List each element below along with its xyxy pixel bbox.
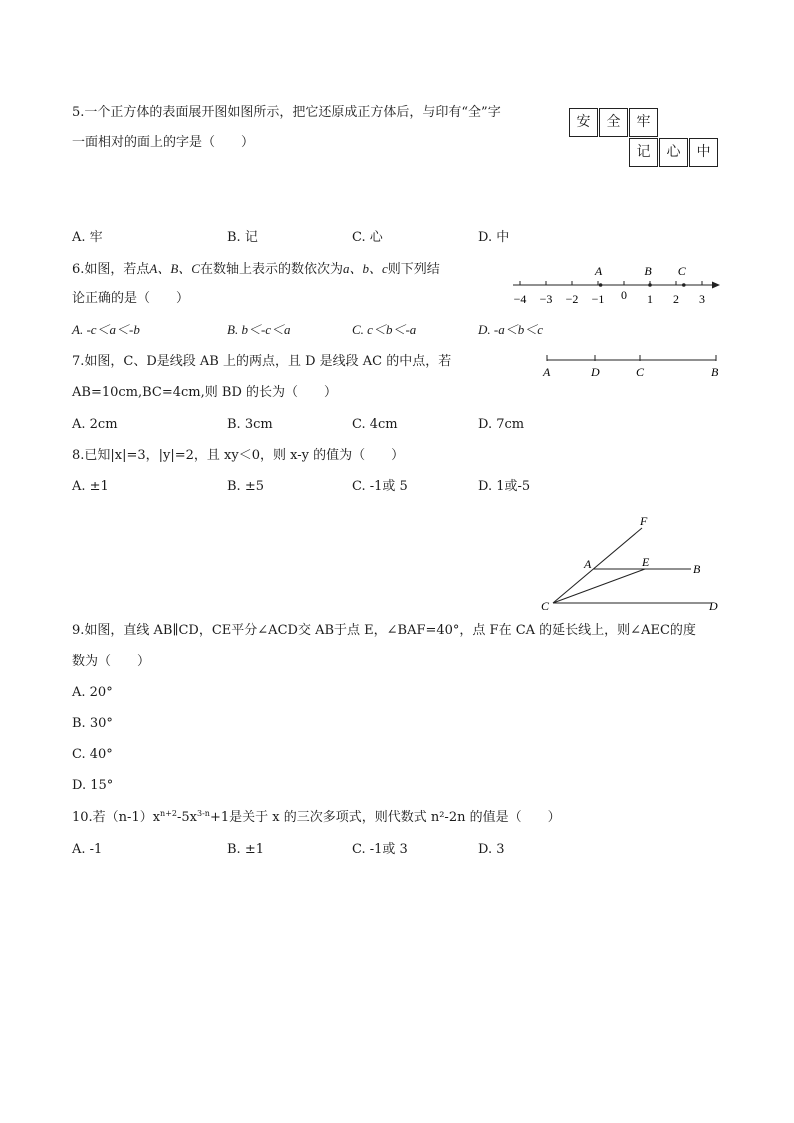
fig-label-e: E	[642, 555, 650, 569]
segment-label-c: C	[636, 365, 645, 379]
number-line-tick-label: 2	[673, 292, 679, 306]
q9-option-b: B. 30°	[72, 716, 113, 731]
number-line-tick-label: −4	[513, 292, 527, 306]
q6-stem-line1	[72, 260, 440, 279]
q6-mid: 在数轴上表示的数依次为	[199, 262, 343, 277]
fig-label-d: D	[709, 599, 718, 613]
q6-prefix: 6.如图，若点	[72, 262, 150, 277]
q8-option-a: A. ±1	[72, 479, 109, 494]
number-line-tick-label: 3	[699, 292, 705, 306]
q10-exponent-2: 3-n	[197, 809, 210, 818]
q6-option-b: B. b＜-c＜a	[227, 322, 291, 337]
number-line-tick-label: −2	[565, 292, 579, 306]
q10-mid: -5x	[177, 810, 197, 825]
q10-option-b: B. ±1	[227, 842, 264, 857]
net-cell: 心	[659, 138, 688, 167]
parallel-lines-figure	[535, 510, 725, 615]
q5-stem-line2: 一面相对的面上的字是（ ）	[72, 135, 255, 150]
q5-option-c: C. 心	[352, 230, 383, 245]
q7-option-a: A. 2cm	[72, 417, 118, 432]
q6-values: a、b、c	[342, 261, 388, 276]
number-line-tick-label: 1	[647, 292, 653, 306]
q10-suffix: +1是关于 x 的三次多项式，则代数式 n²-2n 的值是（ ）	[209, 810, 561, 825]
fig-label-a: A	[584, 557, 592, 571]
q9-option-c: C. 40°	[72, 747, 113, 762]
q10-option-a: A. -1	[72, 842, 103, 857]
q8-option-b: B. ±5	[227, 479, 264, 494]
q10-exponent-1: n+2	[160, 809, 177, 818]
fig-label-c: C	[541, 599, 550, 613]
q6-option-d: D. -a＜b＜c	[478, 322, 543, 337]
net-cell: 记	[629, 138, 658, 167]
number-line-point-label: B	[644, 264, 652, 278]
net-cell: 牢	[629, 108, 658, 137]
number-line-point	[682, 283, 686, 287]
q10-option-c: C. -1或 3	[352, 842, 408, 857]
q5-option-b: B. 记	[227, 230, 258, 245]
number-line-tick-label: −1	[591, 292, 605, 306]
net-cell: 全	[599, 108, 628, 137]
q9-stem-line1: 9.如图，直线 AB∥CD，CE平分∠ACD交 AB于点 E，∠BAF=40°，点 F在 CA 的延长线上，则∠AEC的度	[72, 623, 696, 638]
q5-option-d: D. 中	[478, 230, 510, 245]
q8-stem: 8.已知|x|=3，|y|=2，且 xy＜0，则 x-y 的值为（ ）	[72, 448, 405, 463]
net-cell: 安	[569, 108, 598, 137]
q6-option-a: A. -c＜a＜-b	[72, 322, 140, 337]
q6-option-c: C. c＜b＜-a	[352, 322, 417, 337]
q7-option-c: C. 4cm	[352, 417, 398, 432]
number-line-figure	[505, 258, 730, 310]
number-line-tick-label: 0	[621, 288, 627, 302]
q7-stem-line1: 7.如图，C、D是线段 AB 上的两点，且 D 是线段 AC 的中点，若	[72, 354, 452, 369]
segment-label-b: B	[711, 365, 719, 379]
q7-option-d: D. 7cm	[478, 417, 525, 432]
q8-option-d: D. 1或-5	[478, 479, 531, 494]
net-cell: 中	[689, 138, 718, 167]
q9-option-a: A. 20°	[72, 685, 113, 700]
q5-option-a: A. 牢	[72, 230, 103, 245]
fig-label-b: B	[693, 562, 701, 576]
q5-stem-line1: 5.一个正方体的表面展开图如图所示，把它还原成正方体后，与印有“全”字	[72, 105, 501, 120]
q6-suffix: 则下列结	[387, 262, 440, 277]
number-line-point-label: C	[677, 264, 686, 278]
number-line-tick-label: −3	[539, 292, 553, 306]
q9-option-d: D. 15°	[72, 778, 114, 793]
q10-stem	[72, 809, 561, 827]
q8-option-c: C. -1或 5	[352, 479, 408, 494]
number-line-point-label: A	[594, 264, 603, 278]
q10-prefix: 10.若（n-1）x	[72, 810, 161, 825]
segment-figure	[540, 352, 725, 382]
q10-option-d: D. 3	[478, 842, 505, 857]
number-line-point	[599, 283, 603, 287]
segment-label-a: A	[543, 365, 551, 379]
fig-label-f: F	[640, 514, 648, 528]
q7-stem-line2: AB=10cm,BC=4cm,则 BD 的长为（ ）	[72, 385, 338, 400]
segment-label-d: D	[591, 365, 600, 379]
q7-option-b: B. 3cm	[227, 417, 273, 432]
q6-stem-line2: 论正确的是（ ）	[72, 291, 190, 306]
q9-stem-line2: 数为（ ）	[72, 654, 151, 669]
q6-points: A、B、C	[149, 261, 200, 276]
number-line-point	[648, 283, 652, 287]
